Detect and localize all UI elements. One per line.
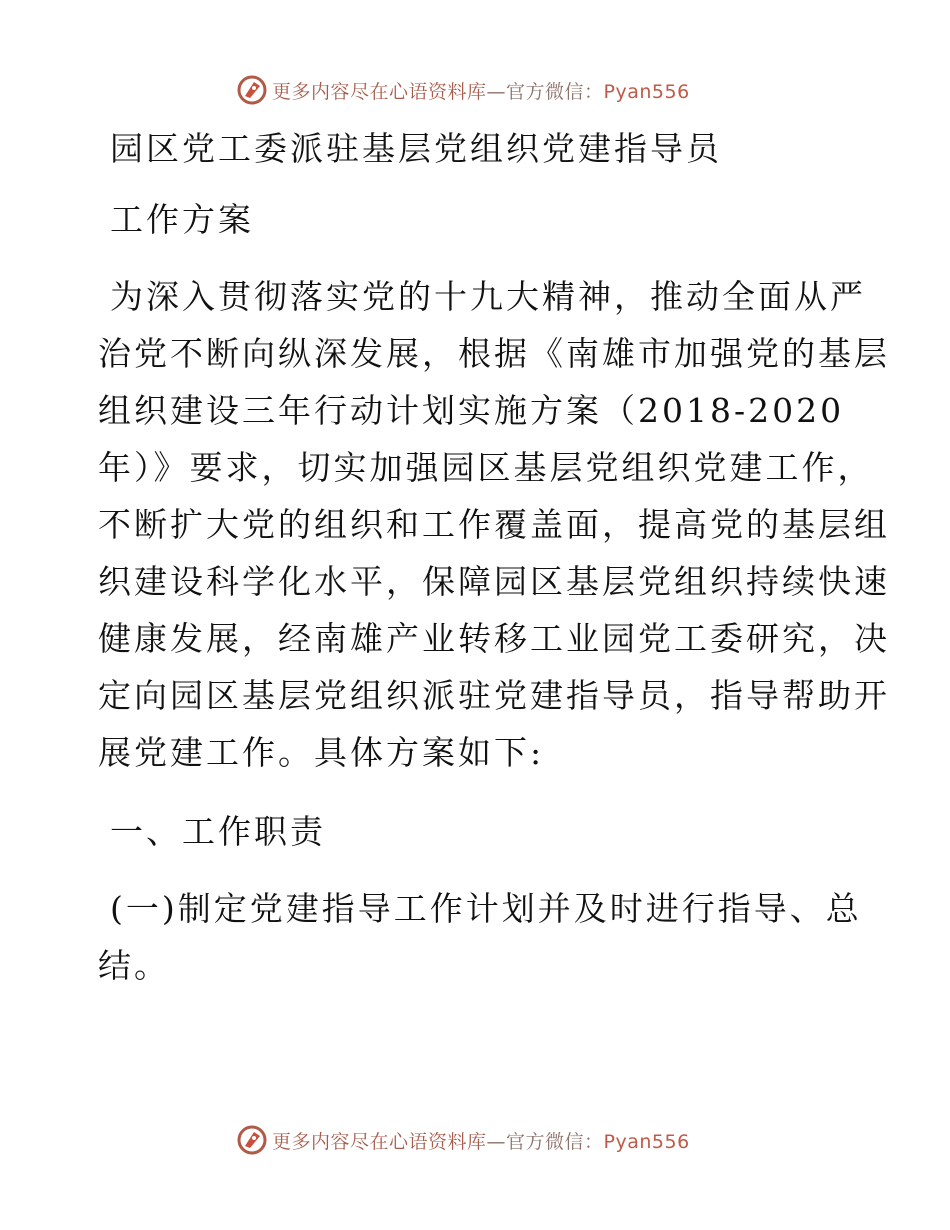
intro-line-5: 不断扩大党的组织和工作覆盖面，提高党的基层组 xyxy=(98,505,890,544)
fountain-pen-nib-icon xyxy=(236,1124,268,1156)
intro-line-8: 定向园区基层党组织派驻党建指导员，指导帮助开 xyxy=(98,676,890,715)
intro-line-3: 组织建设三年行动计划实施方案（2018-2020 xyxy=(98,391,845,430)
document-title: 园区党工委派驻基层党组织党建指导员 xyxy=(110,129,722,168)
intro-line-7: 健康发展，经南雄产业转移工业园党工委研究，决 xyxy=(98,619,890,658)
intro-line-1: 为深入贯彻落实党的十九大精神，推动全面从严 xyxy=(110,277,866,316)
item1-line-1: (一)制定党建指导工作计划并及时进行指导、总 xyxy=(110,889,862,928)
document-subtitle: 工作方案 xyxy=(110,200,254,239)
section-heading: 一、工作职责 xyxy=(110,812,326,851)
footer-watermark xyxy=(236,1123,690,1157)
watermark-text: 更多内容尽在心语资料库—官方微信：Pyan556 xyxy=(272,80,690,103)
intro-line-9: 展党建工作。具体方案如下: xyxy=(98,733,545,772)
intro-line-6: 织建设科学化水平，保障园区基层党组织持续快速 xyxy=(98,562,890,601)
watermark-text: 更多内容尽在心语资料库—官方微信：Pyan556 xyxy=(272,1130,690,1153)
intro-line-4: 年）》要求，切实加强园区基层党组织党建工作， xyxy=(98,448,874,487)
item1-line-2: 结。 xyxy=(98,946,170,985)
header-watermark xyxy=(236,73,690,107)
intro-line-2: 治党不断向纵深发展，根据《南雄市加强党的基层 xyxy=(98,334,890,373)
fountain-pen-nib-icon xyxy=(236,74,268,106)
